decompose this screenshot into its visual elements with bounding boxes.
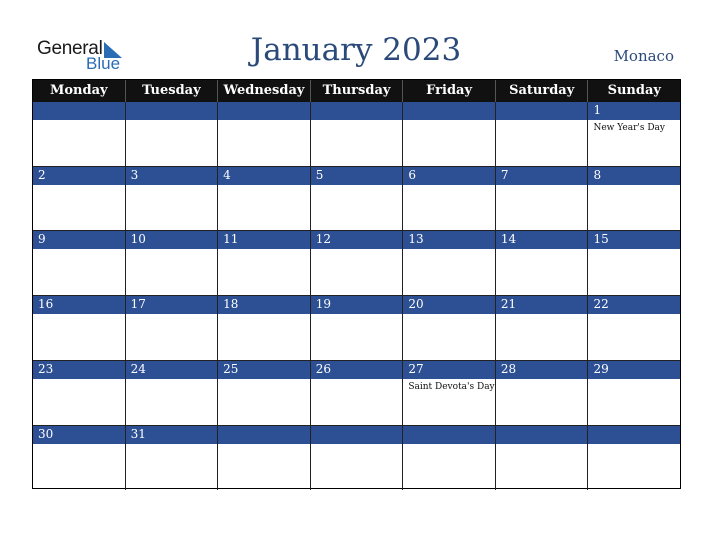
week-row xyxy=(33,167,680,231)
day-cell[interactable] xyxy=(126,231,219,295)
weekday-tuesday: Tuesday xyxy=(126,80,219,102)
day-cell[interactable] xyxy=(126,296,219,360)
week-row xyxy=(33,231,680,295)
day-cell[interactable] xyxy=(218,361,311,425)
day-cell[interactable] xyxy=(218,167,311,231)
weekday-saturday: Saturday xyxy=(496,80,589,102)
holiday-label: New Year's Day xyxy=(593,123,666,133)
day-cell[interactable] xyxy=(496,426,589,490)
day-cell[interactable] xyxy=(588,426,680,490)
day-number: 29 xyxy=(593,361,609,376)
day-cell[interactable] xyxy=(496,231,589,295)
day-number: 2 xyxy=(38,167,46,182)
day-number: 8 xyxy=(593,167,602,182)
day-cell[interactable] xyxy=(126,102,219,166)
day-band xyxy=(218,426,310,444)
day-band xyxy=(403,167,495,185)
day-number: 24 xyxy=(130,361,146,376)
day-number: 3 xyxy=(130,167,139,182)
day-band xyxy=(588,102,680,120)
weekday-friday: Friday xyxy=(403,80,496,102)
day-number: 7 xyxy=(500,167,509,182)
day-number: 30 xyxy=(38,426,54,441)
day-band xyxy=(403,102,495,120)
day-band xyxy=(496,167,588,185)
day-cell[interactable] xyxy=(311,426,404,490)
day-cell[interactable] xyxy=(403,361,496,425)
day-cell[interactable] xyxy=(126,426,219,490)
day-cell[interactable] xyxy=(33,102,126,166)
day-number: 18 xyxy=(223,297,239,312)
day-cell[interactable] xyxy=(588,361,680,425)
day-number: 27 xyxy=(408,361,424,376)
day-cell[interactable] xyxy=(588,231,680,295)
day-number: 17 xyxy=(130,297,146,312)
day-number: 12 xyxy=(315,232,332,247)
day-cell[interactable] xyxy=(496,361,589,425)
day-cell[interactable] xyxy=(311,167,404,231)
day-cell[interactable] xyxy=(311,102,404,166)
week-divider xyxy=(33,360,680,361)
day-number: 19 xyxy=(315,297,332,312)
day-number: 20 xyxy=(408,297,424,312)
day-band xyxy=(311,426,403,444)
day-cell[interactable] xyxy=(311,296,404,360)
holiday-label: Saint Devota's Day xyxy=(408,381,495,392)
weekday-sunday: Sunday xyxy=(607,83,661,98)
country-label: Monaco xyxy=(613,47,674,65)
day-cell[interactable] xyxy=(33,361,126,425)
day-cell[interactable] xyxy=(403,167,496,231)
day-cell[interactable] xyxy=(588,167,680,231)
day-cell[interactable] xyxy=(33,296,126,360)
day-band xyxy=(218,102,310,120)
day-cell[interactable] xyxy=(311,361,404,425)
day-band xyxy=(588,426,680,444)
day-cell[interactable] xyxy=(496,167,589,231)
day-number: 28 xyxy=(500,361,517,376)
day-number: 11 xyxy=(223,232,239,247)
calendar-title: January 2023 xyxy=(250,32,462,68)
day-number: 21 xyxy=(500,297,517,312)
day-cell[interactable] xyxy=(496,102,589,166)
day-cell[interactable] xyxy=(218,231,311,295)
day-band xyxy=(311,167,403,185)
day-number: 16 xyxy=(38,297,54,312)
day-band xyxy=(33,231,125,249)
day-cell[interactable] xyxy=(403,426,496,490)
day-cell[interactable] xyxy=(588,102,680,166)
day-number: 31 xyxy=(130,426,146,441)
day-cell[interactable] xyxy=(496,296,589,360)
day-band xyxy=(126,102,218,120)
week-divider xyxy=(33,166,680,167)
day-cell[interactable] xyxy=(403,296,496,360)
week-row xyxy=(33,296,680,360)
day-cell[interactable] xyxy=(588,296,680,360)
week-divider xyxy=(33,295,680,296)
day-cell[interactable] xyxy=(403,231,496,295)
day-band xyxy=(33,102,125,120)
day-band xyxy=(33,167,125,185)
weekday-monday: Monday xyxy=(33,80,126,102)
weekday-wednesday: Wednesday xyxy=(218,80,311,102)
calendar-grid xyxy=(32,79,681,489)
day-cell[interactable] xyxy=(218,426,311,490)
day-cell[interactable] xyxy=(33,231,126,295)
day-number: 1 xyxy=(593,103,602,117)
day-number: 15 xyxy=(593,232,609,247)
week-row xyxy=(33,102,680,166)
day-cell[interactable] xyxy=(311,231,404,295)
day-number: 13 xyxy=(408,232,424,247)
day-band xyxy=(403,426,495,444)
day-band xyxy=(496,102,588,120)
day-band xyxy=(496,426,588,444)
day-number: 10 xyxy=(130,232,146,247)
week-divider xyxy=(33,425,680,426)
day-cell[interactable] xyxy=(218,102,311,166)
logo-word-general: General xyxy=(37,38,103,59)
day-cell[interactable] xyxy=(403,102,496,166)
day-number: 14 xyxy=(500,232,517,247)
day-number: 26 xyxy=(315,361,332,376)
week-row xyxy=(33,426,680,490)
day-band xyxy=(126,167,218,185)
day-cell[interactable] xyxy=(33,167,126,231)
day-number: 23 xyxy=(38,361,54,376)
day-cell[interactable] xyxy=(218,296,311,360)
logo-word-blue: Blue xyxy=(86,54,121,73)
week-row xyxy=(33,361,680,425)
day-band xyxy=(588,167,680,185)
day-cell[interactable] xyxy=(33,426,126,490)
day-band xyxy=(311,102,403,120)
week-divider xyxy=(33,230,680,231)
day-cell[interactable] xyxy=(126,167,219,231)
day-number: 22 xyxy=(593,297,609,312)
day-number: 6 xyxy=(408,167,416,182)
day-number: 5 xyxy=(315,167,324,182)
weekday-thursday: Thursday xyxy=(311,80,404,102)
day-cell[interactable] xyxy=(126,361,219,425)
day-number: 9 xyxy=(38,232,46,247)
day-number: 25 xyxy=(223,361,239,376)
day-number: 4 xyxy=(223,167,231,182)
weekday-header xyxy=(33,80,680,102)
day-band xyxy=(218,167,310,185)
